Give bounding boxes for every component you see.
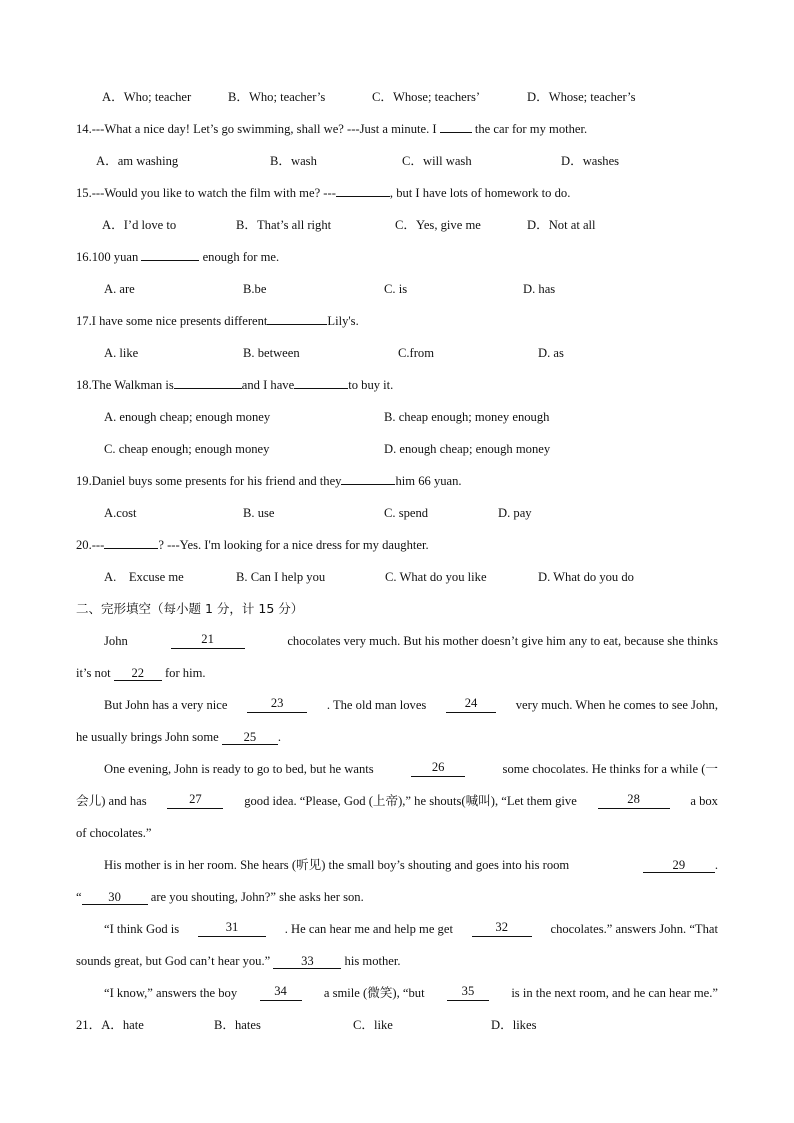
passage-p1-line1 xyxy=(104,633,718,649)
passage-text: 会儿) and has xyxy=(76,794,147,808)
passage-text: “I think God is xyxy=(104,922,180,936)
passage-text: . He can hear me and help me get xyxy=(284,922,453,936)
passage-p1-line2 xyxy=(76,665,206,681)
q21-option-c: C．like xyxy=(353,1018,393,1032)
q14-stem xyxy=(76,121,587,137)
q16-text-pre: 16.100 yuan xyxy=(76,250,139,264)
q13-option-d: D．Whose; teacher’s xyxy=(527,90,636,104)
q20-option-b: B. Can I help you xyxy=(236,570,326,584)
passage-p2-line1 xyxy=(104,697,718,713)
q18-blank-1 xyxy=(174,388,242,389)
passage-p4-line1 xyxy=(104,857,718,873)
q21-option-b: B．hates xyxy=(214,1018,261,1032)
q15-option-c: C．Yes, give me xyxy=(395,218,481,232)
passage-p5-line2 xyxy=(76,953,401,969)
blank-33: 33 xyxy=(273,955,341,969)
q19-blank xyxy=(341,484,395,485)
q16-stem xyxy=(76,249,279,265)
q18-option-b: B. cheap enough; money enough xyxy=(384,410,550,424)
q15-option-d: D．Not at all xyxy=(527,218,596,232)
passage-text: His mother is in her room. She hears (听见) the small boy’s shouting and goes into his room xyxy=(104,858,570,872)
q21-option-a: 21．A．hate xyxy=(76,1018,144,1032)
passage-text: good idea. “Please, God (上帝),” he shouts(喊叫), “Let them give xyxy=(244,794,577,808)
passage-p2-line2 xyxy=(76,729,281,745)
passage-text: is in the next room, and he can hear me.” xyxy=(511,986,718,1000)
passage-text: a box xyxy=(690,794,718,808)
q20-option-c: C. What do you like xyxy=(385,570,487,584)
q16-option-d: D. has xyxy=(523,282,556,296)
q14-option-a: A．am washing xyxy=(96,154,179,168)
q20-option-a: A. Excuse me xyxy=(104,570,184,584)
blank-28: 28 xyxy=(598,793,670,809)
q14-text-post: the car for my mother. xyxy=(474,122,588,136)
passage-p5-line1 xyxy=(104,921,718,937)
passage-text: are you shouting, John?” she asks her son. xyxy=(150,890,364,904)
passage-p4-line2 xyxy=(76,889,364,905)
q18-text-mid: and I have xyxy=(241,378,295,392)
q14-text-pre: 14.---What a nice day! Let’s go swimming, shall we? ---Just a minute. I xyxy=(76,122,437,136)
q15-blank xyxy=(336,196,390,197)
q14-option-c: C．will wash xyxy=(402,154,472,168)
passage-text: . xyxy=(277,730,282,744)
passage-p3-line3: of chocolates.” xyxy=(76,826,152,840)
q17-text-pre: 17.I have some nice presents different xyxy=(76,314,268,328)
q17-text-post: Lily's. xyxy=(327,314,359,328)
passage-p3-line2 xyxy=(76,793,718,809)
passage-text: he usually brings John some xyxy=(76,730,219,744)
q20-text-pre: 20.--- xyxy=(76,538,105,552)
q13-option-a: A．Who; teacher xyxy=(102,90,192,104)
q20-option-d: D. What do you do xyxy=(538,570,634,584)
passage-text: One evening, John is ready to go to bed, but he wants xyxy=(104,762,374,776)
q17-option-d: D. as xyxy=(538,346,564,360)
passage-text: some chocolates. He thinks for a while (一 xyxy=(502,762,718,776)
q18-option-d: D. enough cheap; enough money xyxy=(384,442,551,456)
q16-option-c: C. is xyxy=(384,282,408,296)
q15-option-a: A．I’d love to xyxy=(102,218,177,232)
passage-text: a smile (微笑), “but xyxy=(323,986,425,1000)
passage-text: . The old man loves xyxy=(326,698,427,712)
blank-31: 31 xyxy=(198,921,266,937)
section-2-title: 二、完形填空（每小题 1 分，计 15 分） xyxy=(76,601,304,616)
passage-text: chocolates very much. But his mother doesn’t give him any to eat, because she thinks xyxy=(287,634,718,648)
blank-27: 27 xyxy=(167,793,223,809)
passage-text: “ xyxy=(76,890,82,904)
passage-text: it’s not xyxy=(76,666,111,680)
q17-option-c: C.from xyxy=(398,346,435,360)
q20-stem xyxy=(76,537,429,553)
q19-option-b: B. use xyxy=(243,506,275,520)
q17-option-a: A. like xyxy=(104,346,139,360)
blank-32: 32 xyxy=(472,921,532,937)
blank-24: 24 xyxy=(446,697,496,713)
q17-blank xyxy=(267,324,327,325)
q18-text-pre: 18.The Walkman is xyxy=(76,378,174,392)
q17-stem xyxy=(76,313,359,329)
q19-option-a: A.cost xyxy=(104,506,137,520)
q18-option-a: A. enough cheap; enough money xyxy=(104,410,271,424)
q19-text-post: him 66 yuan. xyxy=(395,474,462,488)
q19-stem xyxy=(76,473,462,489)
q14-option-d: D．washes xyxy=(561,154,620,168)
q15-text-post: , but I have lots of homework to do. xyxy=(389,186,571,200)
q20-text-post: ? ---Yes. I'm looking for a nice dress for my daughter. xyxy=(158,538,429,552)
q13-option-c: C．Whose; teachers’ xyxy=(372,90,481,104)
passage-text: chocolates.” answers John. “That xyxy=(550,922,718,936)
q19-option-d: D. pay xyxy=(498,506,532,520)
q15-option-b: B．That’s all right xyxy=(236,218,332,232)
passage-text: very much. When he comes to see John, xyxy=(515,698,718,712)
blank-22: 22 xyxy=(114,667,162,681)
blank-21: 21 xyxy=(171,633,245,649)
q16-option-a: A. are xyxy=(104,282,135,296)
passage-p6-line1 xyxy=(104,985,718,1001)
q21-option-d: D．likes xyxy=(491,1018,537,1032)
q20-blank xyxy=(104,548,158,549)
blank-26: 26 xyxy=(411,761,465,777)
q18-stem xyxy=(76,377,393,393)
q15-stem xyxy=(76,185,570,201)
q19-option-c: C. spend xyxy=(384,506,429,520)
blank-34: 34 xyxy=(260,985,302,1001)
passage-text: his mother. xyxy=(344,954,401,968)
passage-p3-line1 xyxy=(104,761,718,777)
blank-30: 30 xyxy=(82,891,148,905)
q17-option-b: B. between xyxy=(243,346,300,360)
q18-blank-2 xyxy=(294,388,348,389)
q14-option-b: B．wash xyxy=(270,154,317,168)
q14-blank xyxy=(440,132,472,133)
passage-text: John xyxy=(104,634,128,648)
q19-text-pre: 19.Daniel buys some presents for his friend and they xyxy=(76,474,342,488)
q18-text-post: to buy it. xyxy=(348,378,394,392)
q15-text-pre: 15.---Would you like to watch the film with me? --- xyxy=(76,186,336,200)
passage-text: sounds great, but God can’t hear you.” xyxy=(76,954,271,968)
blank-29: 29 xyxy=(643,859,715,873)
q16-blank xyxy=(141,260,199,261)
q16-option-b: B.be xyxy=(243,282,267,296)
passage-text: But John has a very nice xyxy=(104,698,228,712)
q18-option-c: C. cheap enough; enough money xyxy=(104,442,270,456)
q16-text-post: enough for me. xyxy=(202,250,280,264)
passage-text: for him. xyxy=(164,666,206,680)
q13-option-b: B．Who; teacher’s xyxy=(228,90,326,104)
passage-text: “I know,” answers the boy xyxy=(104,986,238,1000)
blank-25: 25 xyxy=(222,731,278,745)
blank-35: 35 xyxy=(447,985,489,1001)
passage-text: . xyxy=(714,858,718,872)
blank-23: 23 xyxy=(247,697,307,713)
